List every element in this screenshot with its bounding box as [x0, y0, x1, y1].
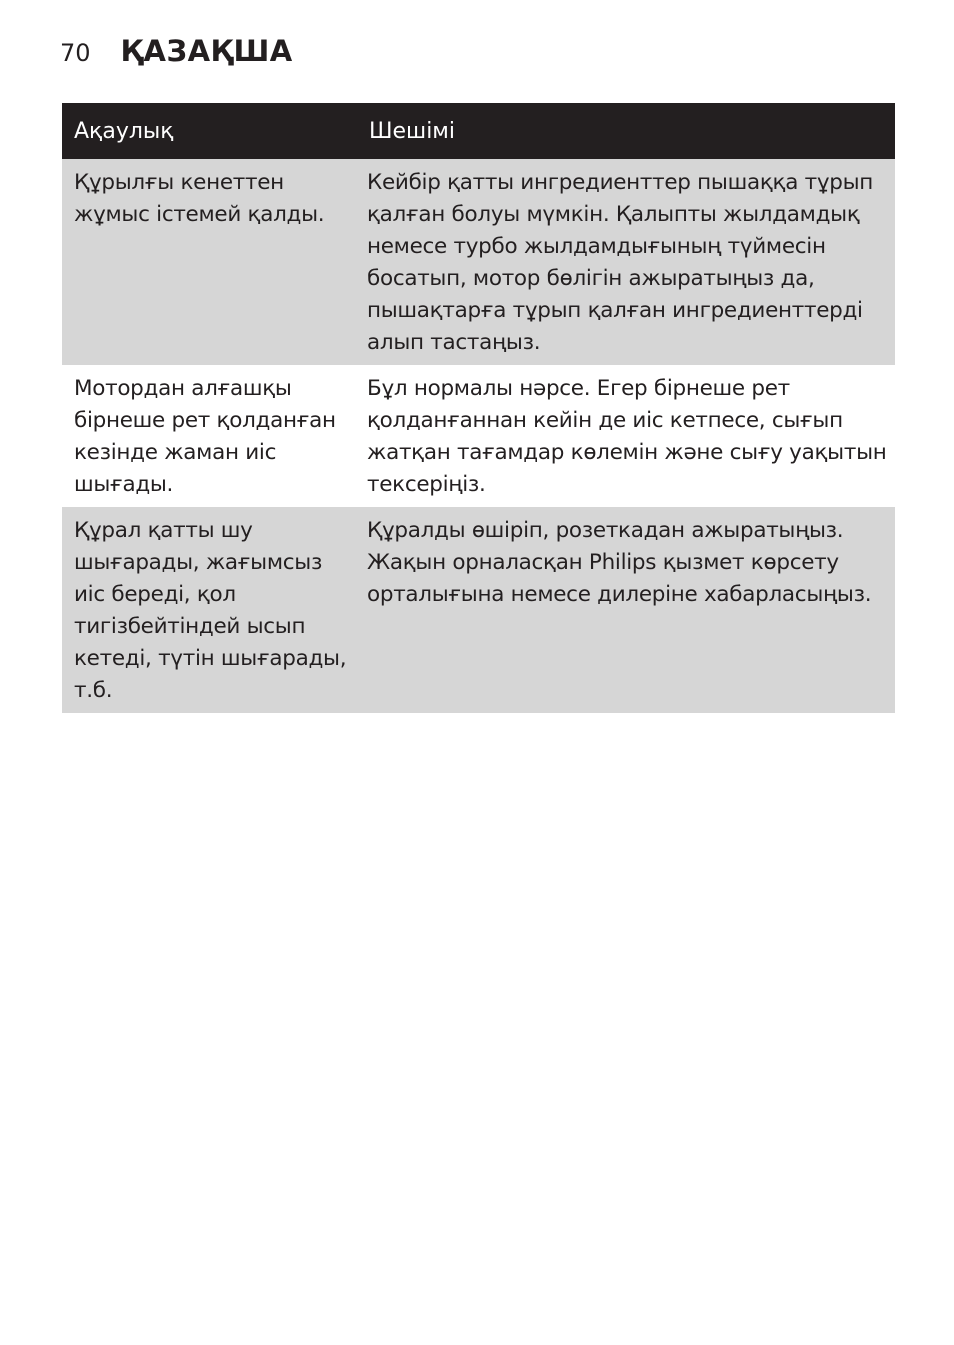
column-header-problem: Ақаулық [62, 103, 357, 159]
solution-cell: Құралды өшіріп, розеткадан ажыратыңыз. Жақын орналасқан Philips қызмет көрсету орталығына немесе дилеріне хабарласыңыз. [357, 507, 895, 713]
page-title: ҚАЗАҚША [120, 34, 293, 68]
table-header-row [62, 103, 895, 159]
problem-cell: Құрылғы кенеттен жұмыс істемей қалды. [62, 159, 357, 365]
table-row [62, 365, 895, 507]
page-header [60, 34, 293, 74]
problem-cell: Құрал қатты шу шығарады, жағымсыз иіс береді, қол тигізбейтіндей ысып кетеді, түтін шығарады, т.б. [62, 507, 357, 713]
page-number: 70 [60, 39, 91, 67]
column-header-solution: Шешімі [357, 103, 895, 159]
table-row [62, 507, 895, 713]
problem-cell: Мотордан алғашқы бірнеше рет қолданған кезінде жаман иіс шығады. [62, 365, 357, 507]
troubleshooting-table [62, 103, 895, 713]
table-row [62, 159, 895, 365]
solution-cell: Кейбір қатты ингредиенттер пышаққа тұрып қалған болуы мүмкін. Қалыпты жылдамдық немесе турбо жылдамдығының түймесін босатып, мотор бөлігін ажыратыңыз да, пышақтарға тұрып қалған ингредиенттерді алып тастаңыз. [357, 159, 895, 365]
solution-cell: Бұл нормалы нәрсе. Егер бірнеше рет қолданғаннан кейін де иіс кетпесе, сығып жатқан тағамдар көлемін және сығу уақытын тексеріңіз. [357, 365, 895, 507]
